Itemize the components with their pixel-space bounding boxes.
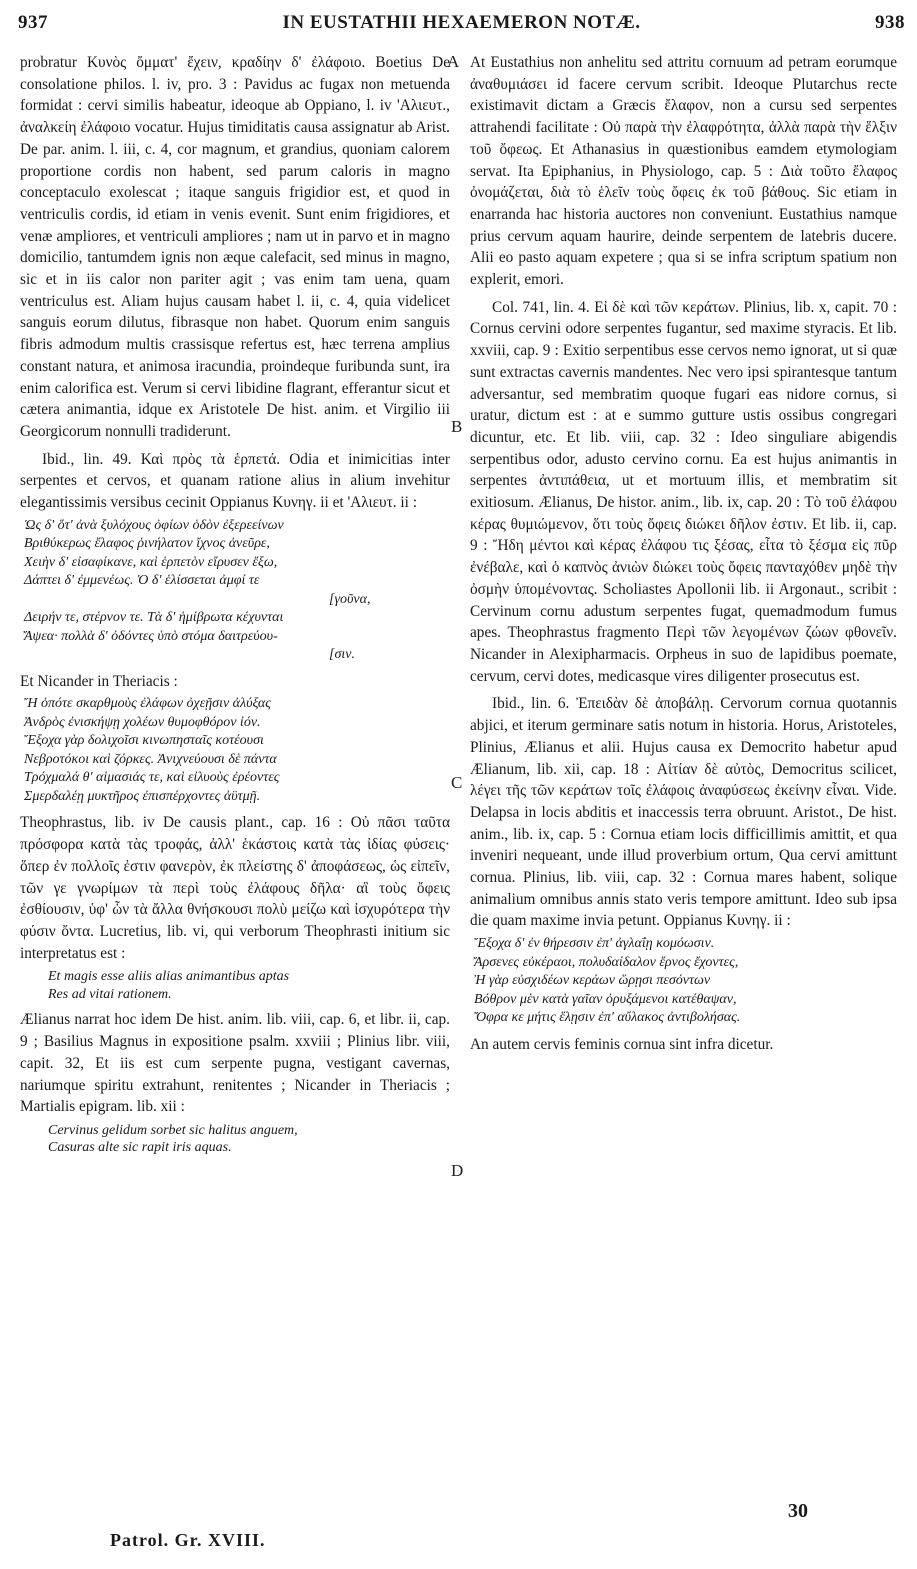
verse-line: Σμερδαλέῃ μυκτῆρος ἐπισπέρχοντες ἀϋτμῇ. (24, 788, 261, 804)
verse-line: Ἔξοχα γὰρ δολιχοῖσι κινωπησταῖς κοτέουσι (24, 733, 264, 749)
verse-line: Cervinus gelidum sorbet sic halitus anguem, (48, 1122, 298, 1138)
paragraph: Ibid., lin. 6. Ἐπειδὰν δὲ ἀποβάλῃ. Cervorum cornua quotannis abjici, et iterum germinare satis notum in historia. Horus, Aristoteles, Plinius, Ælianus et alii. Hujus causa ex Democrito habetur apud Ælianum, lib. xii, cap. 18 : Αἰτίαν δὲ αὐτὸς, Democritus scilicet, λέγει τῆς τῶν κεράτων τοῖς ἐλάφοις ἀναφύσεως ἐκείνην εἶναι. Vide. Delapsa in locis abditis et inaccessis terra obruunt. Aristot., De hist. anim., lib. ix, cap. 5 : Cornua etiam locis difficillimis amittit, et qua inveniri nequeant, unde illud proverbium ortum, Qua cervi amittunt cornua. Plinius, lib. viii, cap. 32 : Cornua mares habent, solique animalium omnibus annis stato veris tempore amittunt. Ideo sub ipsa die quam maxime invia petunt. Oppianus Κυνηγ. ii : (470, 695, 897, 930)
paragraph: An autem cervis feminis cornua sint infra dicetur. (470, 1035, 774, 1053)
verse-line: Ὡς δ' ὅτ' ἀνὰ ξυλόχους ὀφίων ὁδὸν ἐξερεείνων (24, 517, 284, 533)
page-header (18, 12, 905, 42)
latin-verse-martial (48, 1122, 450, 1157)
verse-line: Res ad vitai rationem. (48, 986, 172, 1002)
verse-line: Δειρήν τε, στέρνον τε. Τὰ δ' ἡμίβρωτα κέχυνται (24, 610, 284, 626)
greek-verse-nicander (24, 695, 450, 806)
page-number-right: 938 (875, 12, 905, 33)
paragraph: Col. 741, lin. 4. Εἰ δὲ καὶ τῶν κεράτων. Plinius, lib. x, capit. 70 : Cornus cervini odore serpentes fugantur, sed maxime styracis. Et lib. xxviii, cap. 9 : Exitio serpentibus esse cervos nemo ignorat, ut si quæ sunt extractas cavernis mandentes. Nec vero ipsi spirantesque tantum adversantur, sed membratim quoque fugari eas nidore cornus, si uratur, dictum est : at e summo gutture ustis ossibus congregari dicuntur, etc. Et lib. viii, cap. 32 : Ideo singuliare abigendis serpentibus odor, adusto cervino cornu. Ea est hujus animantis in serpentes ἀντιπάθεια, ut et mortuum illis, et membratim sit exitiosum. Ælianus, De histor. anim., lib. ix, cap. 20 : Τὸ τοῦ ἐλάφου κέρας θυμιώμενον, ὅτι τοὺς ὄφεις διώκει δῆλον ἐστιν. Et lib. ii, cap. 9 : Ἤδη μέντοι καὶ κέρας ἐλάφου τις ξέσας, εἶτα τὸ ξέσμα εἰς πῦρ ἐνέβαλε, καὶ ὁ καπνὸς ἀνιὼν διώκει τοὺς ὄφεις πανταχόθεν μηδὲ τὴν ὀσμὴν ὑπομένοντας. Scholiastes Apollonii lib. ii Argonaut., scribit : Cervinum cornu adustum serpentes fugat, quemadmodum fumus apes. Theophrastus fragmento Περὶ τῶν λεγομένων ζώων φθονεῖν. Nicander in Alexipharmacis. Orpheus in suo de lapidibus poemate, cervum, cervi dotes, medicasque vires diligenter prosecutus est. (470, 298, 897, 685)
paragraph: Ælianus narrat hoc idem De hist. anim. lib. viii, cap. 6, et libr. ii, cap. 9 ; Basilius Magnus in expositione psalm. xxviii ; Plinius libr. viii, capit. 32, Et iis est cum serpente pugna, vestigant cavernas, nariumque spiritu extrahunt, renitentes ; Nicander in Theriacis ; Martialis epigram. lib. xii : (20, 1011, 450, 1116)
verse-line: Casuras alte sic rapit iris aquas. (48, 1140, 232, 1156)
verse-line: Βόθρον μὲν κατὰ γαῖαν ὀρυξάμενοι κατέθαψαν, (474, 991, 737, 1007)
greek-verse-oppian-cyneg (474, 935, 897, 1028)
verse-line: Νεβροτόκοι καὶ ζόρκες. Ἀνιχνεύουσι δὲ πάντα (24, 751, 277, 767)
left-column (20, 52, 450, 1163)
verse-line: Ἀνδρὸς ἐνισκήψῃ χολέων θυμοφθόρον ἰόν. (24, 714, 261, 730)
verse-line: Ἄψεα· πολλὰ δ' ὀδόντες ὑπὸ στόμα δαιτρεύου- (24, 628, 278, 644)
paragraph: Theophrastus, lib. iv De causis plant., cap. 16 : Οὐ πᾶσι ταῦτα πρόσφορα κατὰ τὰς τροφάς, ἀλλ' ἑκάστοις κατὰ τὰς ἰδίας φύσεις· ὅπερ ἐν πολλοῖς ἐστιν φανερὸν, ἐκ πλείστης δ' ἀποφάσεως, ὡς εἰπεῖν, τῶν γε γνωρίμων τὰ περὶ τοὺς ἐλάφους δῆλα· αἳ τοὺς ὄφεις ἐσθίουσιν, ὑφ' ὧν τὰ ἄλλα θνήσκουσι πολὺ μείζω καὶ ἰσχυρότερα τὴν φύσιν ὄντα. Lucretius, lib. vi, qui verborum Theophrasti initium sic interpretatus est : (20, 814, 450, 962)
paragraph: probratur Κυνὸς ὄμματ' ἔχειν, κραδίην δ' ἐλάφοιο. Boetius De consolatione philos. l. iv, pro. 3 : Pavidus ac fugax non metuenda formidat : cervi similis habeatur, ideoque ab Oppiano, l. iv 'Αλιευτ., ἀναλκείη ἐλάφοιο vocatur. Hujus timiditatis causa assignatur ab Arist. De par. anim. l. iii, c. 4, cor magnum, et grandius, quoniam calorem proportione cordis non habent, sed parum caloris in magno conceptaculo exolescat ; itaque sanguis frigidior est, et quod in ventriculis cordis, id etiam in venis evenit. Sunt enim frigidiores, et venæ ampliores, et ventriculi ampliores ; nam ut in parvo et in magno domicilio, tantumdem ignis non æque calefacit, sed minus in magno, sic et in iis calor non pariter agit ; vas enim tam uena, quam ventriculus est. Aliam hujus causam habet l. ii, c. 4, quia videlicet sanguis eorum dilutus, fibrasque non habet. Quorum enim sanguis fibris admodum multis crassisque refertus est, hæc terrena amplius constant natura, et animosa iracundia, proindeque furibunda sunt, ira enim calorifica est. Verum si cervi libidine flagrant, efferantur sicut et cætera animantia, idque ex Aristotele De hist. anim. et Virgilio iii Georgicorum nonnulli tradiderunt. (20, 54, 450, 440)
paragraph: Et Nicander in Theriacis : (20, 672, 178, 690)
verse-turnover: [σιν. (329, 647, 355, 663)
page-number-left: 937 (18, 12, 48, 33)
latin-verse-lucretius (48, 968, 450, 1003)
paragraph: Ibid., lin. 49. Καὶ πρὸς τὰ ἑρπετά. Odia et inimicitias inter serpentes et cervos, et quanam ratione alius in alium invehitur elegantissimis versibus cecinit Oppianus Κυνηγ. ii et 'Αλιευτ. ii : (20, 450, 450, 512)
running-title: IN EUSTATHII HEXAEMERON NOTÆ. (282, 12, 641, 33)
footer-series-signature: Patrol. Gr. XVIII. (110, 1530, 266, 1550)
verse-line: Ἠ γὰρ εὐσχιδέων κεράων ὥρῃσι πεσόντων (474, 973, 711, 989)
verse-line: Et magis esse aliis alias animantibus aptas (48, 969, 290, 985)
verse-line: Ἄρσενες εὐκέραοι, πολυδαίδαλον ἔρνος ἔχοντες, (474, 954, 739, 970)
verse-turnover: [γοῦνα, (329, 591, 371, 607)
greek-verse-oppian (24, 517, 450, 665)
verse-line: Βριθύκερως ἔλαφος ῥινήλατον ἴχνος ἀνεῦρε, (24, 536, 270, 552)
verse-line: Ἤ ὁπότε σκαρθμοὺς ἐλάφων ὀχεῇσιν ἀλύξας (24, 696, 271, 712)
verse-line: Τρόχμαλά θ' αἱμασιάς τε, καὶ εἰλυοὺς ἐρέοντες (24, 770, 280, 786)
right-column (470, 52, 897, 1055)
verse-line: Ὄφρα κε μήτις ἕλῃσιν ἐπ' αὔλακος ἀντιβολήσας. (474, 1010, 741, 1026)
verse-line: Δάπτει δ' ἐμμενέως. Ὁ δ' ἑλίσσεται ἀμφί τε (24, 573, 260, 589)
verse-line: Ἔξοχα δ' ἐν θήρεσσιν ἐπ' ἀγλαΐῃ κομόωσιν. (474, 936, 715, 952)
margin-letter-b: B (451, 417, 463, 436)
footer-sheet-number: 30 (788, 1500, 808, 1522)
margin-letter-c: C (451, 773, 463, 792)
verse-line: Χειὴν δ' εἰσαφίκανε, καὶ ἑρπετὸν εἴρυσεν ἔξω, (24, 554, 278, 570)
paragraph: At Eustathius non anhelitu sed attritu cornuum ad petram eorumque ἀναθυμιάσει id facere cervum scribit. Ideoque Plutarchus recte existimavit dictam a Græcis ἔλαφον, non a cursu sed serpentes attrahendi facilitate : Οὐ παρὰ τὴν ἐλαφρότητα, ἀλλὰ παρὰ τὴν ἕλξιν τοῦ ὄφεως. Et Athanasius in quæstionibus eamdem etymologiam servat. Ita Epiphanius, in Physiologo, cap. 5 : Διὰ τοῦτο ἔλαφος ὀνομάζεται, διὰ τὸ ἑλεῖν τοὺς ὄφεις ἐκ τοῦ βάθους. Sic etiam in enarranda hac historia auctores non conveniunt. Eustathius namque prius cervum aquam haurire, deinde serpentem de latebris ducere. Alii eo pasto aquam expetere ; qua si se infra scriptum spatium non explerit, emori. (470, 54, 897, 289)
margin-letter-d: D (451, 1161, 464, 1180)
margin-letter-a: A (447, 52, 460, 71)
